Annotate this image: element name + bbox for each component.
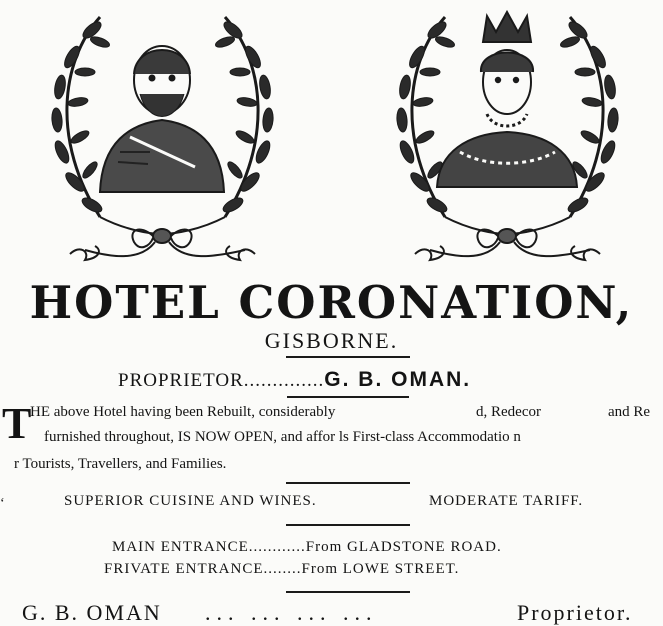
divider bbox=[286, 482, 410, 484]
stray-mark: ʻ bbox=[0, 496, 5, 511]
divider bbox=[286, 356, 410, 358]
ribbon-bow bbox=[70, 217, 255, 260]
queen-portrait bbox=[375, 2, 640, 267]
description-line-1: HE above Hotel having been Rebuilt, considerably bbox=[30, 404, 336, 420]
footer-dots: ... ... ... ... bbox=[205, 600, 378, 625]
drop-cap: T bbox=[2, 399, 32, 448]
private-entrance: FRIVATE ENTRANCE........From LOWE STREET. bbox=[104, 561, 460, 577]
proprietor-line bbox=[118, 368, 471, 392]
proprietor-dots: .............. bbox=[243, 370, 325, 391]
description-line-2: furnished throughout, IS NOW OPEN, and affor ls First-class Accommodatio n bbox=[44, 429, 521, 445]
cuisine-feature: SUPERIOR CUISINE AND WINES. bbox=[64, 493, 317, 509]
proprietor-name: G. B. OMAN. bbox=[324, 368, 472, 391]
hotel-location: GISBORNE. bbox=[264, 328, 399, 353]
crown-icon bbox=[483, 12, 531, 42]
main-entrance: MAIN ENTRANCE............From GLADSTONE ROAD. bbox=[112, 539, 502, 555]
ribbon-bow bbox=[415, 217, 600, 260]
description-line-1-mid: d, Redecor bbox=[476, 404, 541, 420]
description-line-1-end: and Re bbox=[608, 404, 651, 420]
queen-figure bbox=[437, 12, 577, 187]
footer-name: G. B. OMAN bbox=[22, 600, 162, 625]
king-portrait bbox=[30, 2, 295, 267]
footer-role: Proprietor. bbox=[517, 600, 633, 625]
divider bbox=[286, 591, 410, 593]
proprietor-label: PROPRIETOR bbox=[118, 370, 244, 391]
divider bbox=[287, 396, 409, 398]
hotel-title: HOTEL CORONATION, bbox=[29, 276, 634, 329]
king-figure bbox=[100, 46, 224, 192]
divider bbox=[286, 524, 410, 526]
tariff-feature: MODERATE TARIFF. bbox=[429, 493, 584, 509]
description-line-3: r Tourists, Travellers, and Families. bbox=[14, 456, 227, 472]
